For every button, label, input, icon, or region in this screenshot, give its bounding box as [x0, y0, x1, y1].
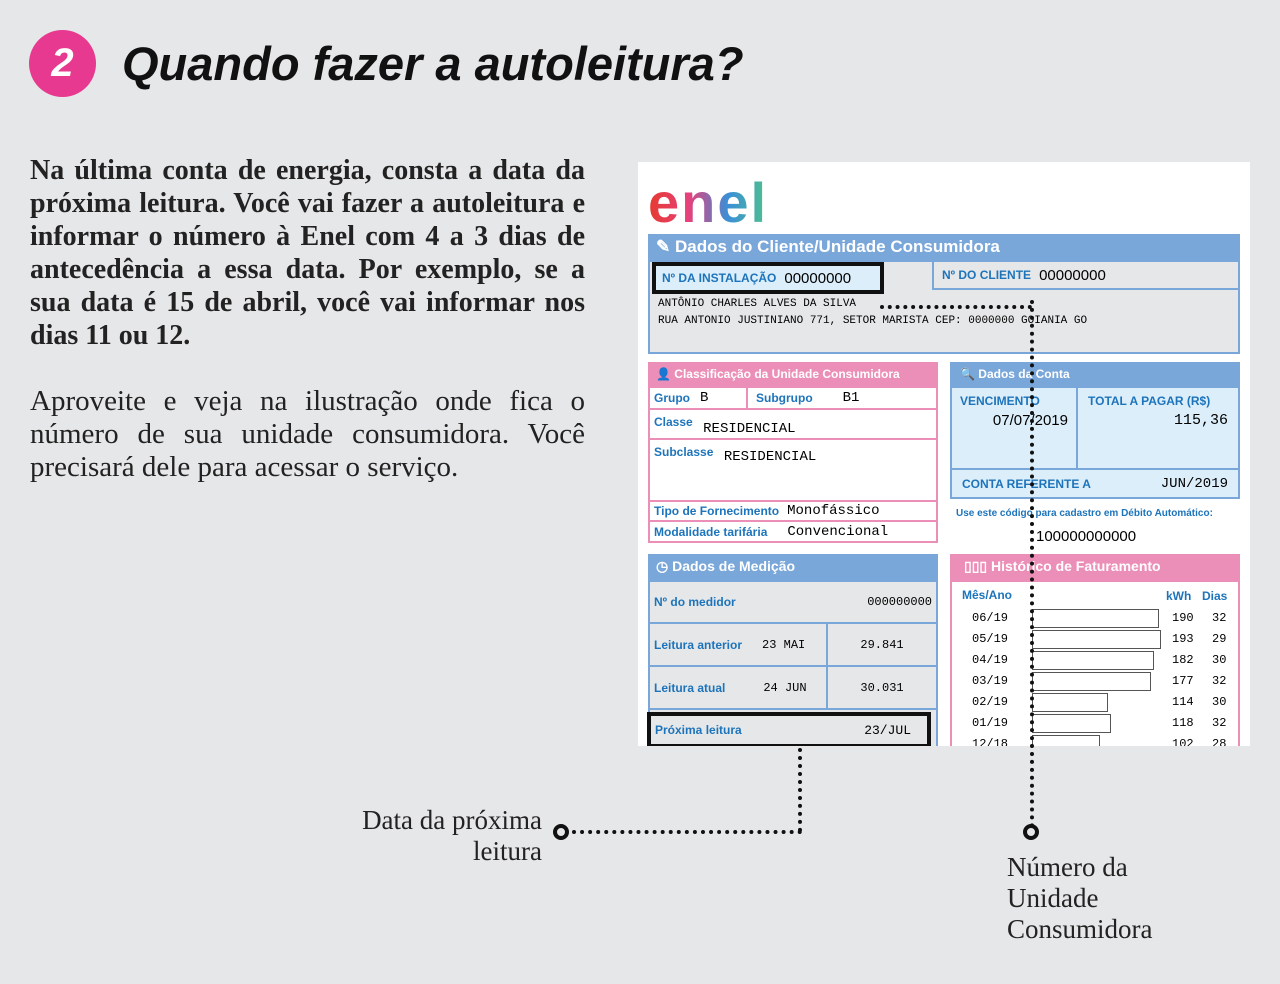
grupo-label: Grupo	[654, 391, 690, 405]
historico-table	[950, 580, 1240, 746]
historico-dias: 28	[1212, 737, 1227, 746]
historico-kwh: 177	[1172, 674, 1194, 688]
debito-label: Use este código para cadastro em Débito Automático:	[956, 508, 1213, 519]
medicao-title: Dados de Medição	[672, 558, 796, 574]
subgrupo-label: Subgrupo	[756, 391, 813, 405]
historico-bar	[1032, 693, 1108, 712]
referente-label: CONTA REFERENTE A	[962, 476, 1091, 491]
cliente-value: 00000000	[1039, 266, 1106, 284]
proxima-leitura-field	[647, 712, 931, 746]
cliente-header: ✎ Dados do Cliente/Unidade Consumidora	[648, 234, 1240, 260]
historico-row	[952, 734, 1238, 746]
vencimento-value: 07/07/2019	[992, 412, 1068, 429]
medidor-label: Nº do medidor	[654, 595, 736, 609]
anterior-label: Leitura anterior	[654, 637, 743, 652]
historico-row	[952, 608, 1238, 629]
unidade-callout-line-h	[880, 305, 1032, 309]
cliente-endereco: RUA ANTONIO JUSTINIANO 771, SETOR MARISTA CEP: 0000000 GOIANIA GO	[658, 315, 1088, 327]
total-label: TOTAL A PAGAR (R$)	[1088, 394, 1211, 408]
atual-label: Leitura atual	[654, 680, 726, 695]
cliente-label: Nº DO CLIENTE	[942, 268, 1032, 282]
modalidade-label: Modalidade tarifária	[654, 525, 768, 539]
col-kwh: kWh	[1166, 589, 1192, 603]
historico-bar	[1032, 630, 1161, 649]
page-title: Quando fazer a autoleitura?	[122, 37, 744, 90]
historico-kwh: 182	[1172, 653, 1194, 667]
debito-code: 100000000000	[1036, 528, 1137, 545]
grupo-value: B	[700, 390, 709, 406]
vencimento-label: VENCIMENTO	[960, 394, 1040, 408]
historico-kwh: 118	[1172, 716, 1194, 730]
historico-kwh: 193	[1172, 632, 1194, 646]
historico-bar	[1032, 609, 1159, 628]
cliente-nome: ANTÔNIO CHARLES ALVES DA SILVA	[658, 298, 857, 310]
enel-logo: enel	[648, 171, 769, 234]
historico-header: ▯▯▯ Histórico de Faturamento	[950, 554, 1240, 580]
historico-bar	[1032, 735, 1100, 746]
energy-bill-illustration	[638, 162, 1250, 746]
medicao-header: ◷ Dados de Medição	[648, 554, 938, 580]
historico-mes: 12/18	[972, 737, 1009, 746]
historico-mes: 06/19	[972, 611, 1009, 625]
modalidade-value: Convencional	[787, 524, 889, 540]
historico-dias: 29	[1212, 632, 1227, 646]
fornecimento-label: Tipo de Fornecimento	[654, 504, 780, 518]
historico-row	[952, 629, 1238, 650]
intro-paragraph: Na última conta de energia, consta a data da próxima leitura. Você vai fazer a autoleitura e informar o número à Enel com 4 a 3 dias de antecedência a essa data. Por exemplo, se a sua data é 15 de abril, você vai informar nos dias 11 ou 12.	[30, 155, 585, 351]
historico-dias: 32	[1212, 674, 1227, 688]
step-number-badge: 2	[29, 30, 96, 97]
col-mes: Mês/Ano	[962, 588, 1013, 602]
historico-mes: 04/19	[972, 653, 1009, 667]
conta-header: 🔍 Dados da Conta	[950, 362, 1240, 386]
anterior-value: 29.841	[860, 637, 904, 652]
historico-kwh: 102	[1172, 737, 1194, 746]
historico-row	[952, 713, 1238, 734]
instalacao-field	[652, 262, 884, 294]
historico-bar	[1032, 672, 1151, 691]
historico-bar	[1032, 651, 1154, 670]
unidade-callout-marker	[1023, 824, 1039, 840]
proxima-callout-marker	[553, 824, 569, 840]
proxima-label: Próxima leitura	[655, 723, 742, 737]
historico-dias: 30	[1212, 695, 1227, 709]
historico-mes: 05/19	[972, 632, 1009, 646]
classe-label: Classe	[654, 415, 693, 429]
historico-mes: 03/19	[972, 674, 1009, 688]
total-value: 115,36	[1173, 412, 1228, 429]
classe-value: RESIDENCIAL	[703, 421, 796, 437]
historico-mes: 02/19	[972, 695, 1009, 709]
classificacao-header: 👤 Classificação da Unidade Consumidora	[648, 362, 938, 386]
unidade-callout-label: Número da Unidade Consumidora	[1007, 852, 1153, 944]
proxima-value: 23/JUL	[864, 722, 911, 738]
classificacao-body	[648, 386, 938, 543]
historico-kwh: 114	[1172, 695, 1194, 709]
classificacao-title: Classificação da Unidade Consumidora	[674, 367, 900, 381]
unidade-callout-line	[1030, 300, 1034, 828]
anterior-date: 23 MAI	[762, 637, 806, 652]
conta-body	[950, 386, 1240, 499]
fornecimento-value: Monofássico	[787, 503, 880, 519]
subclasse-value: RESIDENCIAL	[723, 449, 817, 465]
historico-dias: 32	[1212, 716, 1227, 730]
proxima-callout-line	[798, 748, 802, 832]
instalacao-label: Nº DA INSTALAÇÃO	[662, 271, 777, 285]
referente-value: JUN/2019	[1160, 475, 1228, 492]
historico-row	[952, 650, 1238, 671]
subclasse-label: Subclasse	[654, 445, 714, 459]
historico-kwh: 190	[1172, 611, 1194, 625]
historico-mes: 01/19	[972, 716, 1009, 730]
historico-row	[952, 671, 1238, 692]
historico-bar	[1032, 714, 1111, 733]
medidor-value: 000000000	[867, 595, 932, 609]
atual-date: 24 JUN	[763, 680, 807, 695]
proxima-callout-label: Data da próxima leitura	[362, 805, 542, 866]
conta-title: Dados da Conta	[978, 367, 1070, 381]
historico-row	[952, 692, 1238, 713]
cliente-title: Dados do Cliente/Unidade Consumidora	[674, 237, 1000, 256]
info-paragraph: Aproveite e veja na ilustração onde fica o número de sua unidade consumidora. Você precisará dele para acessar o serviço.	[30, 385, 585, 483]
instalacao-value: 00000000	[784, 269, 852, 287]
historico-title: Histórico de Faturamento	[991, 558, 1161, 574]
subgrupo-value: B1	[842, 390, 860, 406]
proxima-callout-line-h	[572, 830, 802, 834]
historico-dias: 30	[1212, 653, 1227, 667]
col-dias: Dias	[1202, 589, 1228, 603]
historico-dias: 32	[1212, 611, 1227, 625]
atual-value: 30.031	[860, 680, 904, 695]
cliente-field	[932, 262, 1238, 290]
